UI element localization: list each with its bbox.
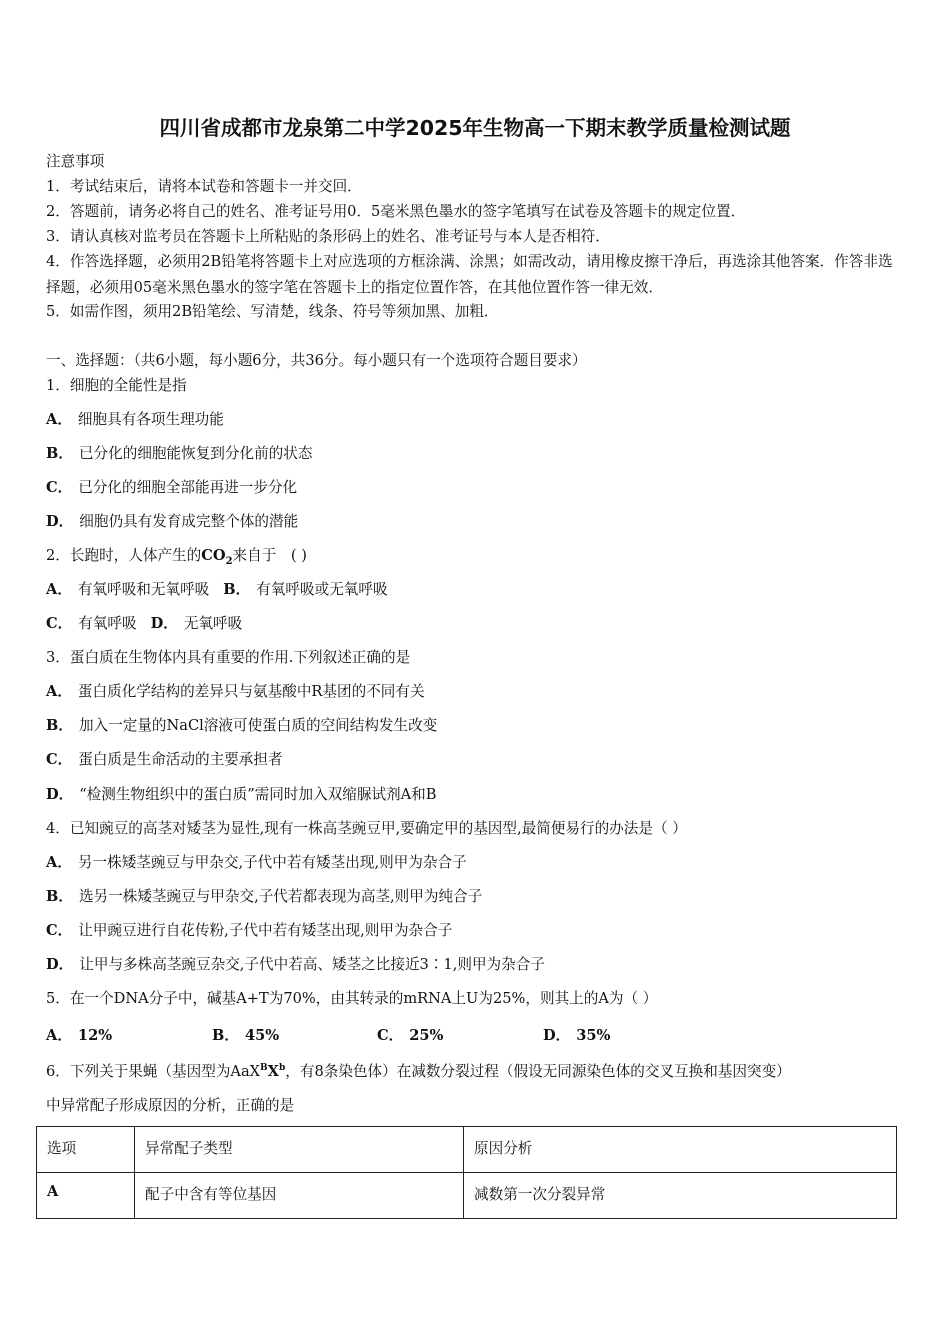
option-text: 25% bbox=[409, 1027, 444, 1044]
answer-analysis-table bbox=[36, 1126, 897, 1219]
superscript: b bbox=[278, 1063, 286, 1073]
option-text: 蛋白质化学结构的差异只与氨基酸中R基团的不同有关 bbox=[77, 683, 425, 700]
option-label: C． bbox=[46, 751, 73, 768]
question-3-stem: 3．蛋白质在生物体内具有重要的作用.下列叙述正确的是 bbox=[46, 649, 411, 666]
q4-option-c bbox=[46, 921, 452, 941]
stem-text: 6．下列关于果蝇（基因型为AaX bbox=[46, 1062, 261, 1080]
option-text: 已分化的细胞能恢复到分化前的状态 bbox=[78, 445, 313, 462]
option-text: “检测生物组织中的蛋白质”需同时加入双缩脲试剂A和B bbox=[79, 786, 437, 803]
subscript: 2 bbox=[225, 555, 233, 567]
option-label: B． bbox=[46, 717, 73, 734]
q4-option-b bbox=[46, 887, 482, 907]
q3-option-d bbox=[46, 785, 437, 805]
option-label: D． bbox=[543, 1027, 571, 1044]
q4-option-a bbox=[46, 853, 467, 873]
option-text: 让甲与多株高茎豌豆杂交,子代中若高、矮茎之比接近3∶1,则甲为杂合子 bbox=[79, 956, 545, 973]
stem-text: ，有8条染色体）在减数分裂过程（假设无同源染色体的交叉互换和基因突变） bbox=[285, 1062, 791, 1080]
option-label: B． bbox=[46, 445, 73, 462]
option-text: 另一株矮茎豌豆与甲杂交,子代中若有矮茎出现,则甲为杂合子 bbox=[77, 854, 467, 871]
option-label: A． bbox=[46, 411, 72, 428]
stem-text: X bbox=[267, 1062, 279, 1080]
option-label: B． bbox=[223, 581, 251, 598]
table-header-cell: 异常配子类型 bbox=[135, 1127, 464, 1173]
q3-option-a bbox=[46, 682, 425, 702]
option-label: C． bbox=[46, 615, 73, 632]
q5-option-b bbox=[212, 1024, 279, 1045]
table-header-cell: 原因分析 bbox=[464, 1127, 897, 1173]
question-4-stem: 4．已知豌豆的高茎对矮茎为显性,现有一株高茎豌豆甲,要确定甲的基因型,最简便易行的办法是（ ） bbox=[46, 820, 687, 837]
option-label: C． bbox=[46, 922, 73, 939]
q1-option-c bbox=[46, 478, 297, 498]
notice-item-3: 3．请认真核对监考员在答题卡上所粘贴的条形码上的姓名、准考证号与本人是否相符． bbox=[46, 228, 610, 245]
q4-option-d bbox=[46, 955, 545, 975]
option-text: 有氧呼吸和无氧呼吸 bbox=[77, 581, 210, 598]
option-text: 让甲豌豆进行自花传粉,子代中若有矮茎出现,则甲为杂合子 bbox=[78, 922, 453, 939]
q2-options-row-2 bbox=[46, 614, 242, 634]
notice-item-5: 5．如需作图，须用2B铅笔绘、写清楚，线条、符号等须加黑、加粗． bbox=[46, 303, 499, 320]
option-label: D． bbox=[46, 956, 74, 973]
table-cell: 配子中含有等位基因 bbox=[135, 1173, 464, 1219]
option-text: 12% bbox=[77, 1027, 113, 1044]
notice-item-1: 1．考试结束后，请将本试卷和答题卡一并交回． bbox=[46, 178, 362, 195]
option-text: 35% bbox=[576, 1027, 611, 1044]
question-6-stem-line-2: 中异常配子形成原因的分析，正确的是 bbox=[46, 1097, 295, 1114]
option-text: 有氧呼吸 bbox=[78, 615, 137, 632]
option-label: C． bbox=[377, 1027, 404, 1044]
option-label: B． bbox=[212, 1027, 239, 1044]
section-heading: 一、选择题：（共6小题，每小题6分，共36分。每小题只有一个选项符合题目要求） bbox=[46, 352, 587, 369]
option-text: 细胞具有各项生理功能 bbox=[77, 411, 224, 428]
option-label: D． bbox=[150, 615, 178, 632]
table-row bbox=[37, 1173, 897, 1219]
option-text: 已分化的细胞全部能再进一步分化 bbox=[78, 479, 298, 496]
option-label: D． bbox=[46, 786, 74, 803]
option-label: A． bbox=[46, 854, 72, 871]
notice-heading: 注意事项 bbox=[46, 153, 105, 170]
option-text: 蛋白质是生命活动的主要承担者 bbox=[78, 751, 283, 768]
q1-option-a bbox=[46, 410, 224, 430]
option-text: 选另一株矮茎豌豆与甲杂交,子代若都表现为高茎,则甲为纯合子 bbox=[78, 888, 483, 905]
option-text: 无氧呼吸 bbox=[183, 615, 243, 632]
question-5-stem: 5．在一个DNA分子中，碱基A+T为70%，由其转录的mRNA上U为25%，则其上的A为（ ） bbox=[46, 990, 658, 1007]
notice-item-2: 2．答题前，请务必将自己的姓名、准考证号用0．5毫米黑色墨水的签字笔填写在试卷及答题卡的规定位置． bbox=[46, 203, 746, 220]
question-1-stem: 1．细胞的全能性是指 bbox=[46, 377, 187, 394]
stem-text: 来自于 ( ) bbox=[232, 547, 307, 564]
option-label: A． bbox=[46, 581, 72, 598]
q5-option-d bbox=[543, 1024, 610, 1045]
page-title: 四川省成都市龙泉第二中学2025年生物高一下期末教学质量检测试题 bbox=[159, 116, 791, 140]
option-text: 有氧呼吸或无氧呼吸 bbox=[256, 581, 388, 598]
superscript: B bbox=[260, 1063, 268, 1073]
table-header-cell: 选项 bbox=[37, 1127, 135, 1173]
q5-option-a bbox=[46, 1024, 112, 1045]
option-text: 细胞仍具有发育成完整个体的潜能 bbox=[79, 513, 299, 530]
option-label: B． bbox=[46, 888, 73, 905]
option-label: C． bbox=[46, 479, 73, 496]
option-text: 45% bbox=[244, 1027, 280, 1044]
notice-item-4: 4．作答选择题，必须用2B铅笔将答题卡上对应选项的方框涂满、涂黑；如需改动，请用橡皮擦干净后，再选涂其他答案．作答非选择题，必须用05毫米黑色墨水的签字笔在答题卡上的指定位置作答，在其他位置作答一律无效． bbox=[46, 253, 893, 296]
q1-option-b bbox=[46, 444, 312, 464]
q2-options-row-1 bbox=[46, 580, 388, 600]
q3-option-c bbox=[46, 750, 283, 770]
option-text: 加入一定量的NaCl溶液可使蛋白质的空间结构发生改变 bbox=[78, 717, 438, 734]
q3-option-b bbox=[46, 716, 437, 736]
question-6-stem bbox=[46, 1058, 791, 1082]
table-header-row bbox=[37, 1127, 897, 1173]
q5-option-c bbox=[377, 1024, 443, 1045]
question-2-stem bbox=[46, 546, 307, 572]
table-cell: A bbox=[37, 1173, 135, 1219]
option-label: D． bbox=[46, 513, 74, 530]
option-label: A． bbox=[46, 1027, 72, 1044]
stem-text: 2．长跑时，人体产生的 bbox=[46, 547, 202, 564]
chem-formula: CO bbox=[201, 547, 226, 564]
table-cell: 减数第一次分裂异常 bbox=[464, 1173, 897, 1219]
q1-option-d bbox=[46, 512, 298, 532]
option-label: A． bbox=[46, 683, 72, 700]
